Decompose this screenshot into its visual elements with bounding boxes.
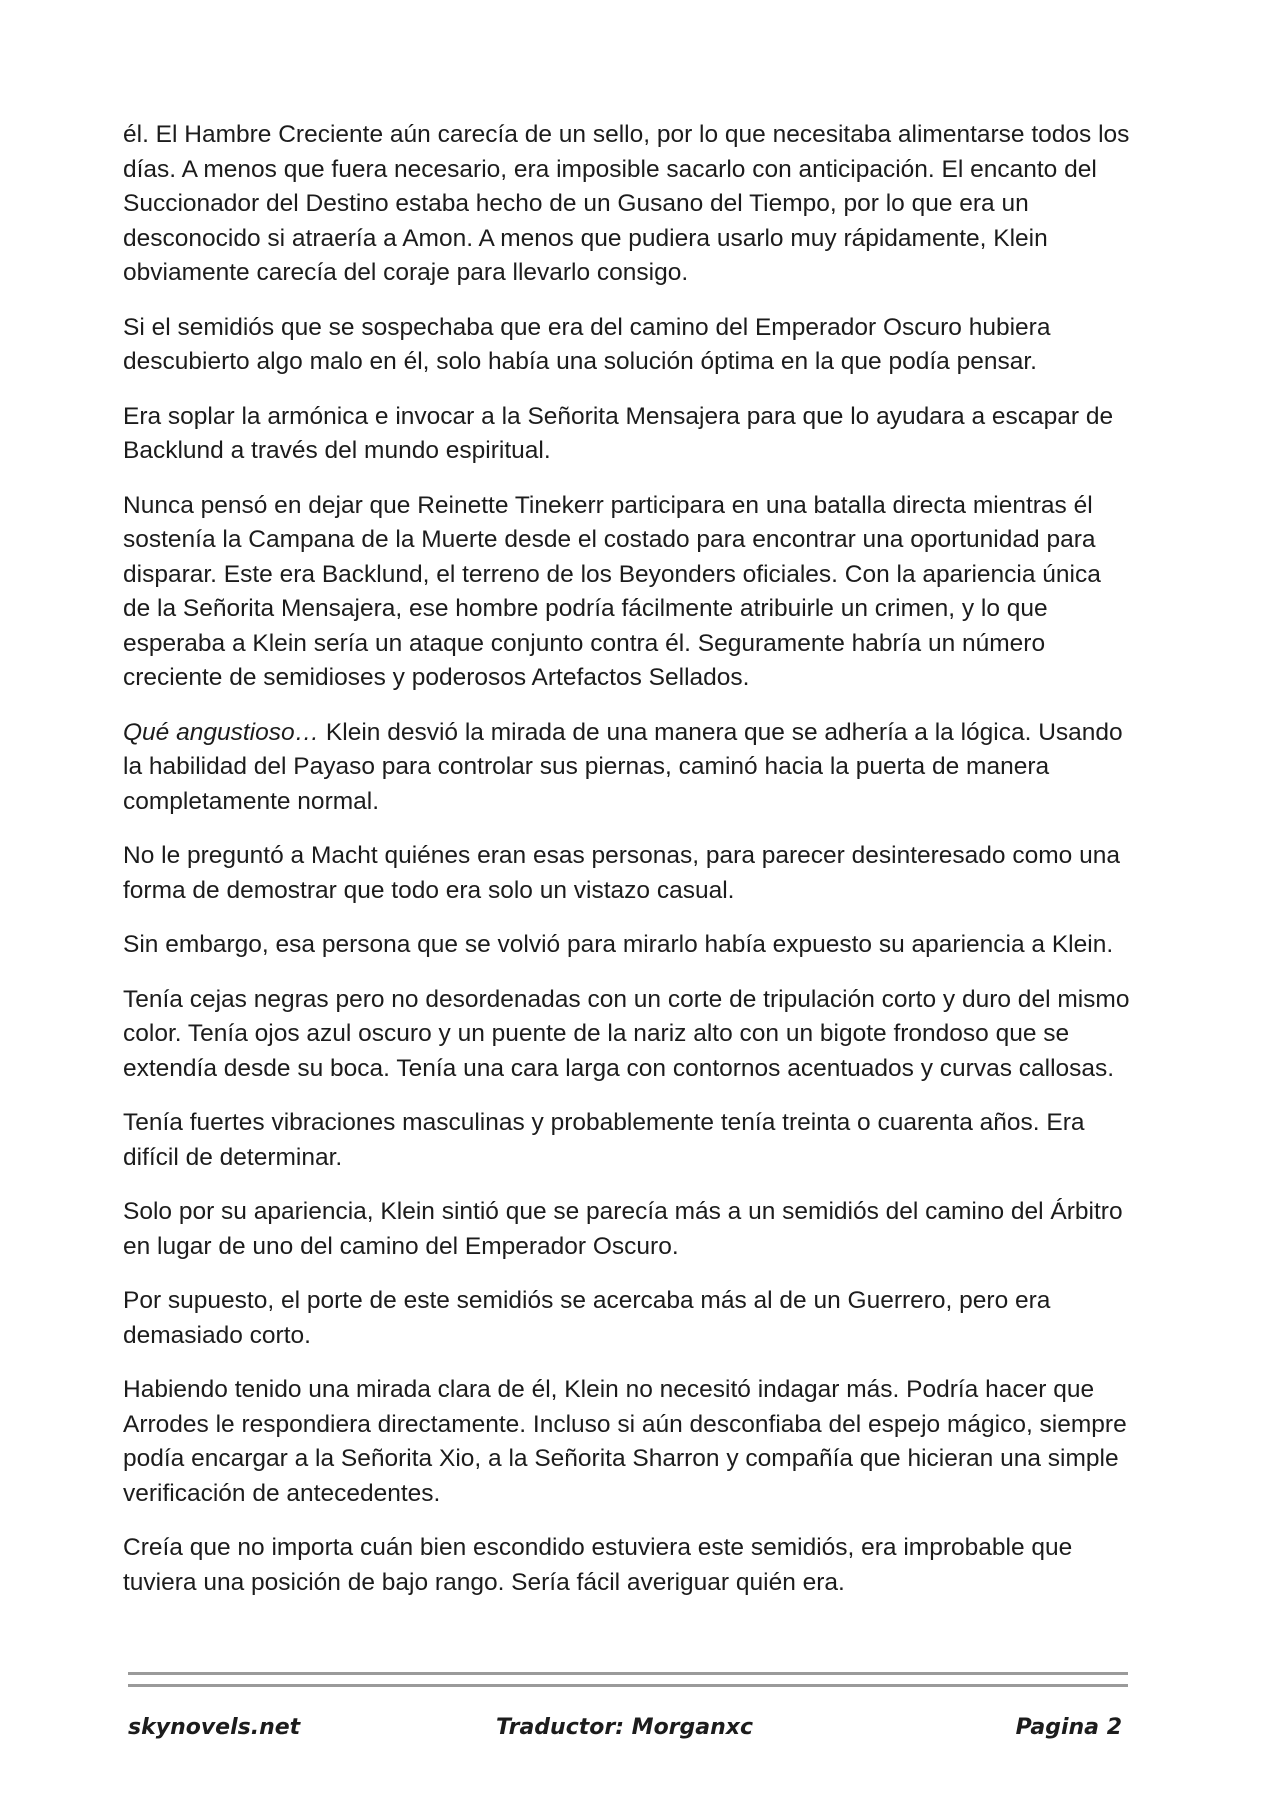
paragraph-7: Sin embargo, esa persona que se volvió para mirarlo había expuesto su apariencia a Klein. [123, 931, 1114, 958]
footer-translator: Traductor: Morganxc [496, 1715, 754, 1740]
footer-page-number: Pagina 2 [1015, 1715, 1122, 1740]
paragraph-3: Era soplar la armónica e invocar a la Señorita Mensajera para que lo ayudara a escapar de Backlund a través del mundo espiritual. [123, 402, 1114, 464]
paragraph-9: Tenía fuertes vibraciones masculinas y probablemente tenía treinta o cuarenta años. Era difícil de determinar. [123, 1109, 1085, 1171]
paragraph-13: Creía que no importa cuán bien escondido estuviera este semidiós, era improbable que tuviera una posición de bajo rango. Sería fácil averiguar quién era. [123, 1534, 1073, 1596]
paragraph-8: Tenía cejas negras pero no desordenadas con un corte de tripulación corto y duro del mismo color. Tenía ojos azul oscuro y un puente de la nariz alto con un bigote frondoso que se extendía desde su boca. Tenía una cara larga con contornos acentuados y curvas callosas. [123, 985, 1130, 1082]
paragraph-5-italic-thought: Qué angustioso… [123, 718, 320, 746]
paragraph-5-text: Klein desvió la mirada de una manera que se adhería a la lógica. Usando la habilidad del Payaso para controlar sus piernas, caminó hacia la puerta de manera completamente normal. [123, 718, 1123, 815]
paragraph-10: Solo por su apariencia, Klein sintió que se parecía más a un semidiós del camino del Árbitro en lugar de uno del camino del Emperador Oscuro. [123, 1198, 1123, 1260]
page-footer [128, 1715, 1122, 1749]
document-body [123, 118, 1133, 1620]
paragraph-12: Habiendo tenido una mirada clara de él, Klein no necesitó indagar más. Podría hacer que Arrodes le respondiera directamente. Incluso si aún desconfiaba del espejo mágico, siempre podía encargar a la Señorita Xio, a la Señorita Sharron y compañía que hicieran una simple verificación de antecedentes. [123, 1376, 1127, 1507]
footer-site: skynovels.net [128, 1715, 301, 1740]
paragraph-2: Si el semidiós que se sospechaba que era del camino del Emperador Oscuro hubiera descubierto algo malo en él, solo había una solución óptima en la que podía pensar. [123, 313, 1051, 375]
paragraph-11: Por supuesto, el porte de este semidiós se acercaba más al de un Guerrero, pero era demasiado corto. [123, 1287, 1051, 1349]
paragraph-6: No le preguntó a Macht quiénes eran esas personas, para parecer desinteresado como una forma de demostrar que todo era solo un vistazo casual. [123, 842, 1120, 904]
footer-divider-top [128, 1672, 1128, 1675]
paragraph-1: él. El Hambre Creciente aún carecía de un sello, por lo que necesitaba alimentarse todos los días. A menos que fuera necesario, era imposible sacarlo con anticipación. El encanto del Succionador del Destino estaba hecho de un Gusano del Tiempo, por lo que era un desconocido si atraería a Amon. A menos que pudiera usarlo muy rápidamente, Klein obviamente carecía del coraje para llevarlo consigo. [123, 121, 1130, 286]
paragraph-4: Nunca pensó en dejar que Reinette Tinekerr participara en una batalla directa mientras él sostenía la Campana de la Muerte desde el costado para encontrar una oportunidad para disparar. Este era Backlund, el terreno de los Beyonders oficiales. Con la apariencia única de la Señorita Mensajera, ese hombre podría fácilmente atribuirle un crimen, y lo que esperaba a Klein sería un ataque conjunto contra él. Seguramente habría un número creciente de semidioses y poderosos Artefactos Sellados. [123, 491, 1101, 691]
paragraph-5 [123, 716, 1133, 820]
footer-divider-bottom [128, 1684, 1128, 1687]
